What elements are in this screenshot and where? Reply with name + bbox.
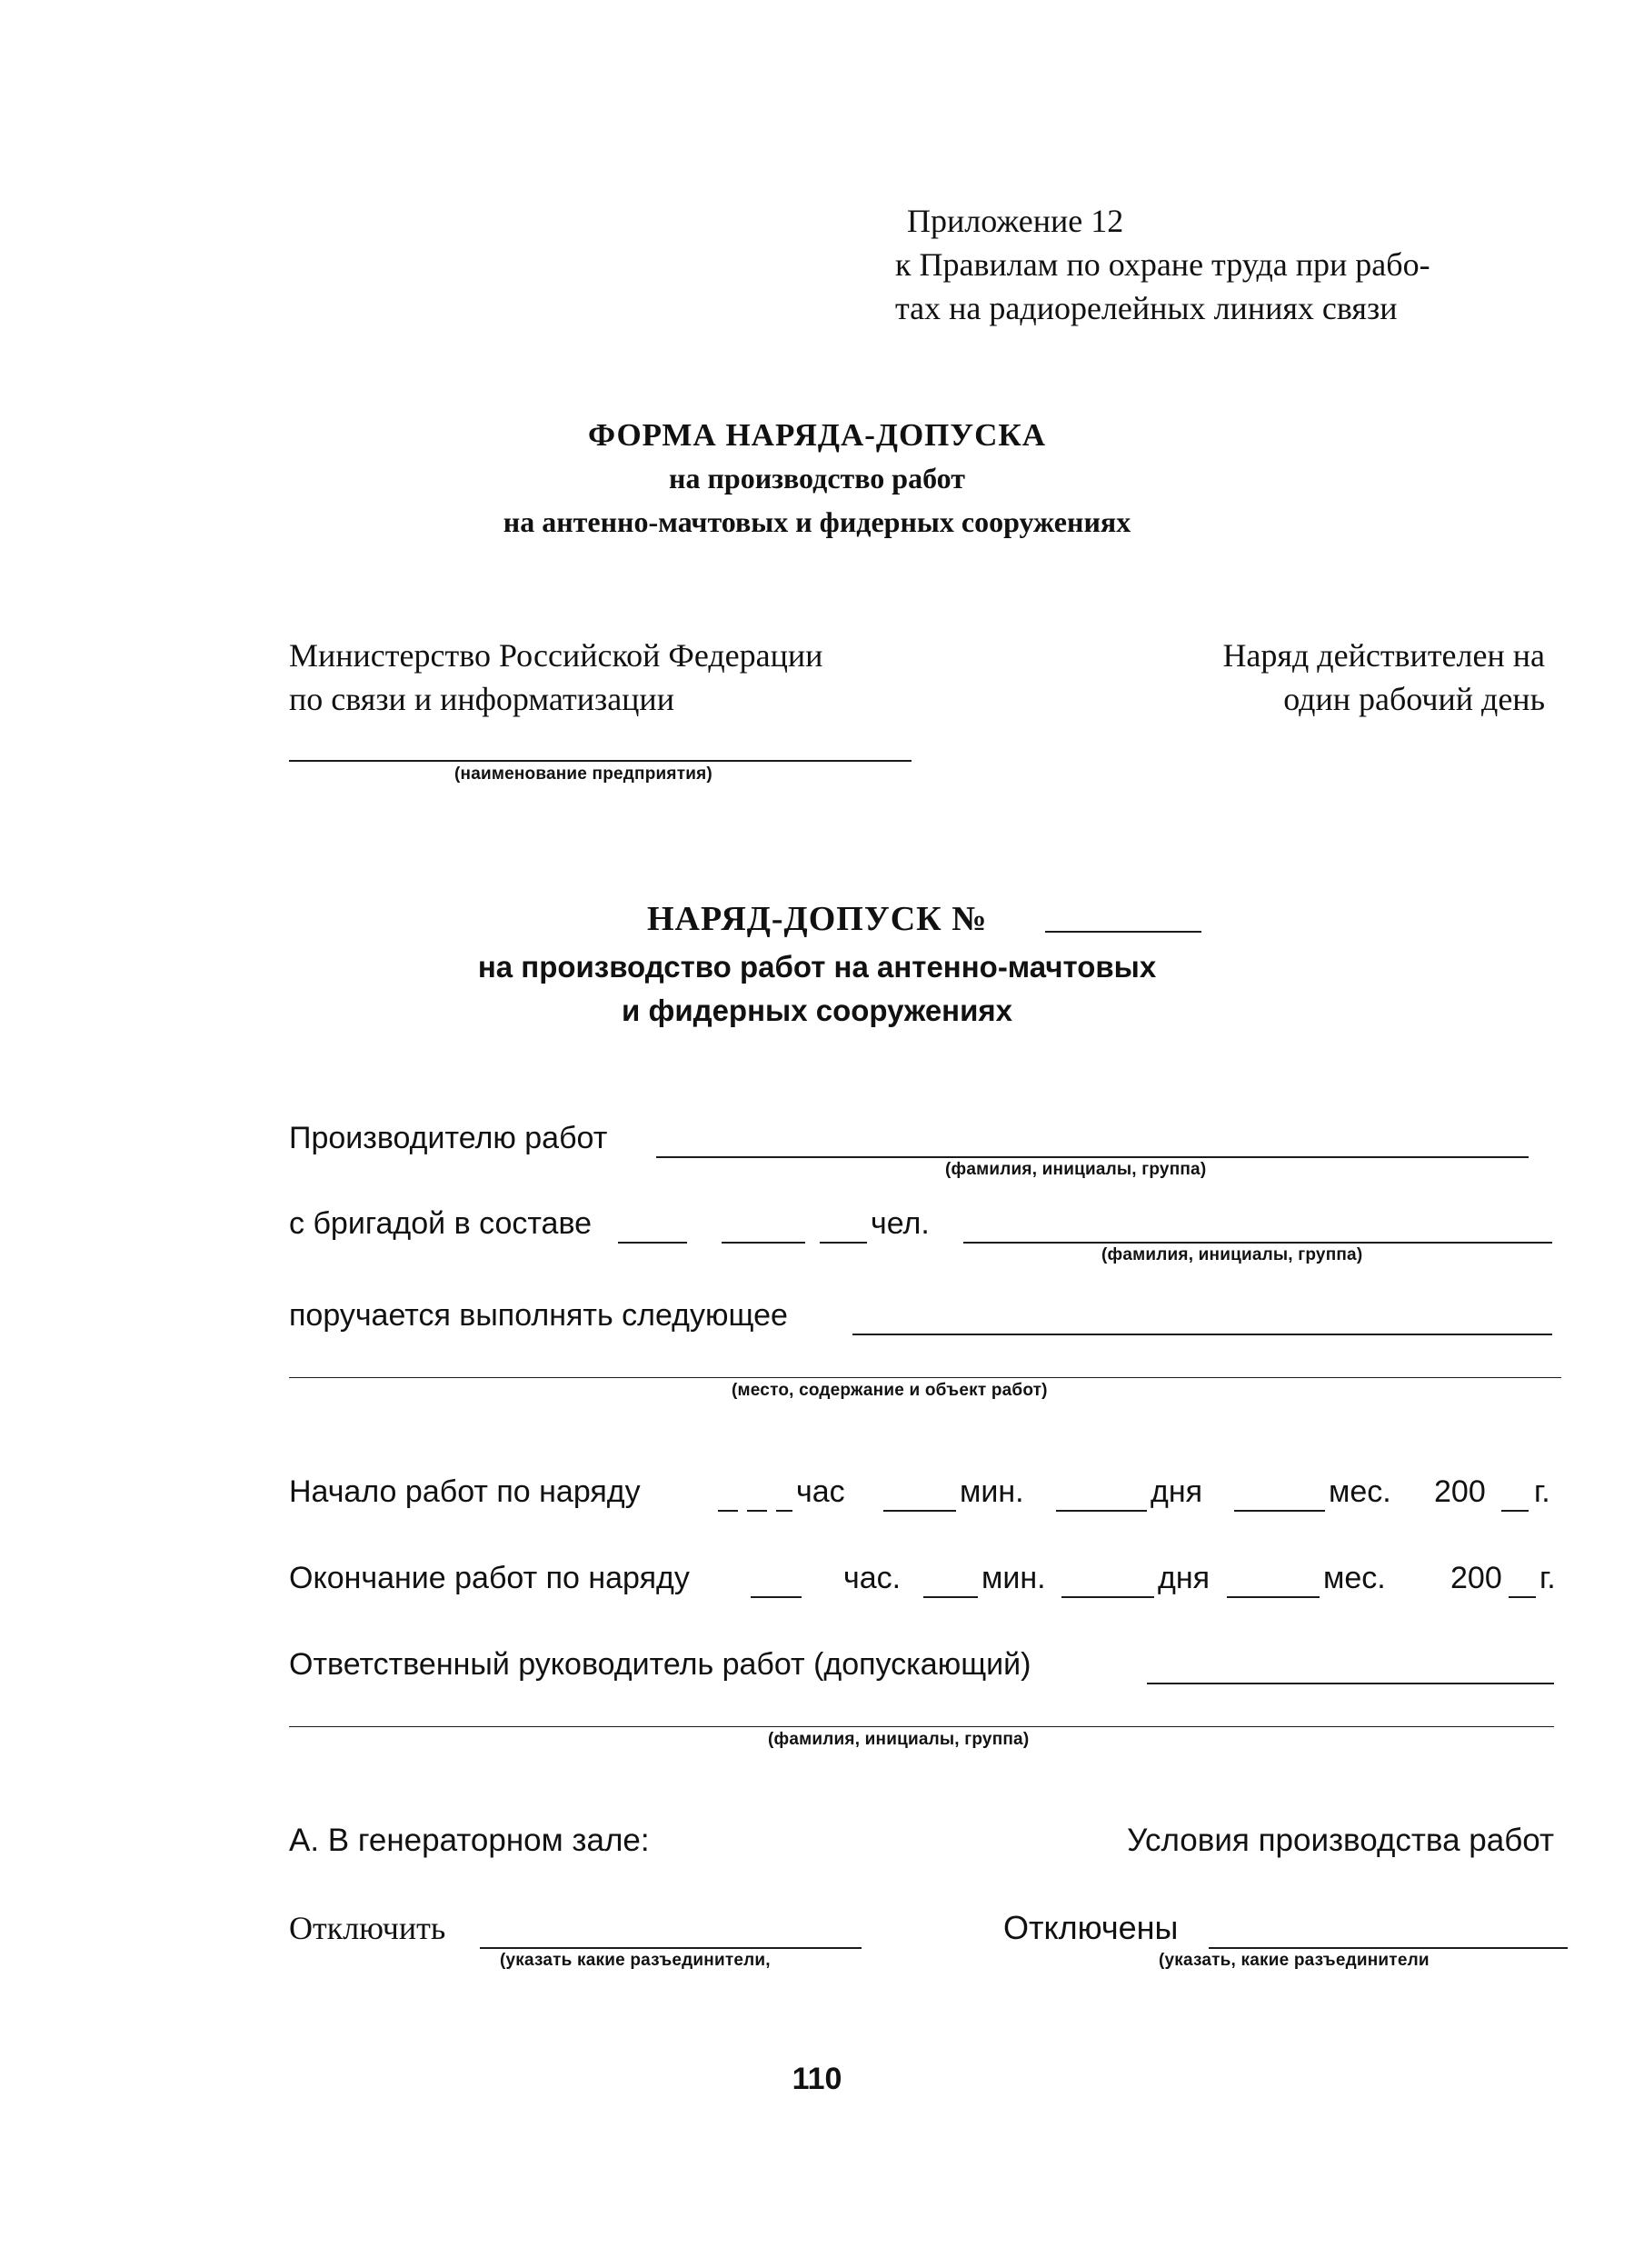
end-month-blank	[1227, 1596, 1320, 1598]
brigade-label: с бригадой в составе	[289, 1206, 593, 1241]
permit-subtitle-2: и фидерных сооружениях	[622, 994, 1012, 1027]
disconnected-caption: (указать, какие разъединители	[1159, 1951, 1430, 1970]
start-year-suffix: г.	[1534, 1474, 1550, 1509]
start-month-unit: мес.	[1329, 1474, 1391, 1509]
permit-title: НАРЯД-ДОПУСК №	[647, 900, 988, 938]
conditions-title: Условия производства работ	[1127, 1823, 1554, 1858]
work-producer-blank-line	[656, 1156, 1529, 1158]
brigade-names-blank-line	[963, 1242, 1552, 1244]
end-hour-unit: час.	[843, 1561, 902, 1595]
form-title: ФОРМА НАРЯДА-ДОПУСКА	[587, 417, 1047, 453]
end-day-blank	[1061, 1596, 1154, 1598]
people-unit: чел.	[871, 1206, 930, 1241]
ministry-line-1: Министерство Российской Федерации	[289, 637, 823, 674]
ministry-line-2: по связи и информатизации	[289, 681, 674, 717]
end-year-suffix: г.	[1539, 1561, 1556, 1595]
end-minute-unit: мин.	[981, 1561, 1046, 1595]
brigade-blank-1	[618, 1242, 687, 1244]
start-hour-blank-1	[718, 1510, 738, 1512]
brigade-caption: (фамилия, инициалы, группа)	[1101, 1245, 1363, 1264]
end-minute-blank	[923, 1596, 978, 1598]
enterprise-blank-line	[289, 760, 912, 762]
form-subtitle-2: на антенно-мачтовых и фидерных сооружениях	[503, 505, 1131, 538]
disconnect-caption: (указать какие разъединители,	[500, 1951, 771, 1970]
assigned-blank-line	[852, 1334, 1552, 1335]
validity-line-1: Наряд действителен на	[1222, 637, 1545, 674]
section-a-title: А. В генераторном зале:	[289, 1823, 650, 1858]
disconnect-label: Отключить	[289, 1910, 446, 1946]
appendix-line-2: к Правилам по охране труда при рабо-	[895, 246, 1430, 283]
work-object-caption: (место, содержание и объект работ)	[732, 1381, 1048, 1400]
start-day-blank	[1056, 1510, 1147, 1512]
start-year-blank	[1501, 1510, 1529, 1512]
appendix-line-1: Приложение 12	[907, 203, 1124, 239]
disconnect-blank-line	[480, 1947, 862, 1949]
disconnected-label: Отключены	[1003, 1909, 1179, 1946]
end-year-prefix: 200	[1450, 1561, 1502, 1595]
supervisor-caption: (фамилия, инициалы, группа)	[768, 1730, 1030, 1749]
start-hour-unit: час	[796, 1474, 845, 1509]
start-day-unit: дня	[1151, 1474, 1203, 1509]
start-year-prefix: 200	[1434, 1474, 1486, 1509]
start-minute-blank	[883, 1510, 956, 1512]
supervisor-blank-line	[1147, 1683, 1554, 1684]
page-number: 110	[792, 2062, 842, 2096]
form-subtitle-1: на производство работ	[669, 462, 965, 495]
permit-subtitle-1: на производство работ на антенно-мачтовых	[477, 950, 1157, 984]
start-minute-unit: мин.	[960, 1474, 1024, 1509]
validity-line-2: один рабочий день	[1283, 681, 1545, 717]
start-label: Начало работ по наряду	[289, 1474, 641, 1509]
end-hour-blank	[751, 1596, 802, 1598]
work-producer-label: Производителю работ	[289, 1121, 608, 1155]
end-label: Окончание работ по наряду	[289, 1561, 690, 1595]
start-hour-blank-2	[747, 1510, 767, 1512]
brigade-blank-2	[722, 1242, 805, 1244]
appendix-line-3: тах на радиорелейных линиях связи	[895, 290, 1398, 326]
supervisor-name-blank-line	[289, 1726, 1554, 1727]
brigade-blank-3	[820, 1242, 867, 1244]
supervisor-label: Ответственный руководитель работ (допускающий)	[289, 1647, 1031, 1682]
work-producer-caption: (фамилия, инициалы, группа)	[945, 1160, 1207, 1179]
enterprise-caption: (наименование предприятия)	[454, 764, 712, 784]
disconnected-blank-line	[1209, 1947, 1568, 1949]
assigned-label: поручается выполнять следующее	[289, 1298, 788, 1333]
end-year-blank	[1509, 1596, 1536, 1598]
end-day-unit: дня	[1158, 1561, 1211, 1595]
start-hour-blank-3	[776, 1510, 792, 1512]
work-object-blank-line	[289, 1377, 1561, 1378]
end-month-unit: мес.	[1323, 1561, 1386, 1595]
start-month-blank	[1234, 1510, 1325, 1512]
permit-number-line	[1045, 931, 1201, 933]
